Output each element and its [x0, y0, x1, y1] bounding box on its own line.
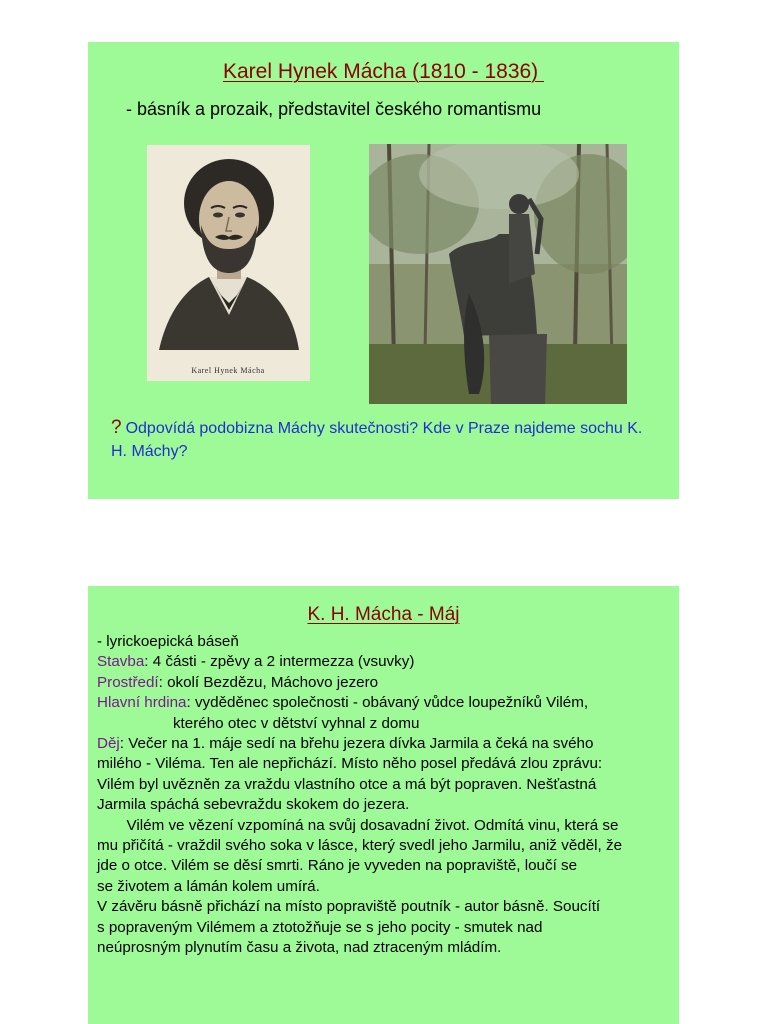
prostredi-text: : okolí Bezdězu, Máchovo jezero	[158, 673, 379, 691]
prostredi-line	[97, 673, 672, 693]
dej-line-10: neúprosným plynutím času a života, nad ztraceným mládím.	[97, 939, 502, 957]
dej-line-9: s popraveným Vilémem a ztotožňuje se s jeho pocity - smutek nad	[97, 918, 543, 936]
question-text: Odpovídá podobizna Máchy skutečnosti? Kde v Praze najdeme sochu K. H. Máchy?	[111, 420, 643, 460]
stavba-label: Stavba	[97, 653, 145, 671]
slide-title: K. H. Mácha - Máj	[307, 604, 460, 625]
dej-line-7: se životem a lámán kolem umírá.	[97, 877, 320, 895]
dej-line-6: jde o otce. Vilém se děsí smrti. Ráno je vyveden na popraviště, loučí se	[97, 857, 578, 875]
dej-line-1: milého - Viléma. Ten ale nepřichází. Místo něho posel předává zlou zprávu:	[97, 755, 603, 773]
stavba-text: : 4 části - zpěvy a 2 intermezza (vsuvky)	[144, 653, 415, 671]
macha-statue-photo	[369, 144, 627, 404]
hrdina-line	[97, 693, 672, 713]
hrdina-label: Hlavní hrdina	[97, 694, 187, 712]
slide-maj	[88, 586, 679, 1024]
dej-text: : Večer na 1. máje sedí na břehu jezera dívka Jarmila a čeká na svého	[119, 735, 594, 753]
dej-label: Děj	[97, 735, 120, 753]
question-mark: ?	[111, 417, 122, 438]
dej-line-2: Vilém byl uvězněn za vraždu vlastního otce a má být popraven. Nešťastná	[97, 775, 597, 793]
portrait-caption: Karel Hynek Mácha	[191, 366, 265, 375]
dej-line-3: Jarmila spáchá sebevraždu skokem do jezera.	[97, 796, 410, 814]
prostredi-label: Prostředí	[97, 673, 159, 691]
slide-macha-intro	[88, 42, 679, 499]
maj-description	[97, 632, 672, 959]
macha-portrait-image	[147, 145, 310, 381]
hrdina-text: : vyděděnec společnosti - obávaný vůdce loupežníků Vilém,	[186, 694, 589, 712]
stavba-line	[97, 652, 672, 672]
hrdina-line-2: kterého otec v dětství vyhnal z domu	[97, 714, 420, 732]
slide-subtitle: - básník a prozaik, představitel českého romantismu	[126, 99, 542, 119]
dej-line-8: V závěru básně přichází na místo popraviště poutník - autor básně. Soucítí	[97, 898, 601, 916]
genre-line: - lyrickoepická báseň	[97, 633, 239, 650]
dej-line-4: Vilém ve vězení vzpomíná na svůj dosavadní život. Odmítá vinu, která se	[97, 816, 619, 834]
statue-photo	[369, 144, 627, 404]
discussion-question	[111, 416, 651, 463]
slide-title: Karel Hynek Mácha (1810 - 1836)	[223, 60, 544, 83]
dej-line	[97, 734, 672, 754]
portrait-engraving	[147, 145, 310, 381]
dej-line-5: mu přičítá - vraždil svého soka v lásce, který svedl jeho Jarmilu, aniž věděl, že	[97, 837, 623, 855]
